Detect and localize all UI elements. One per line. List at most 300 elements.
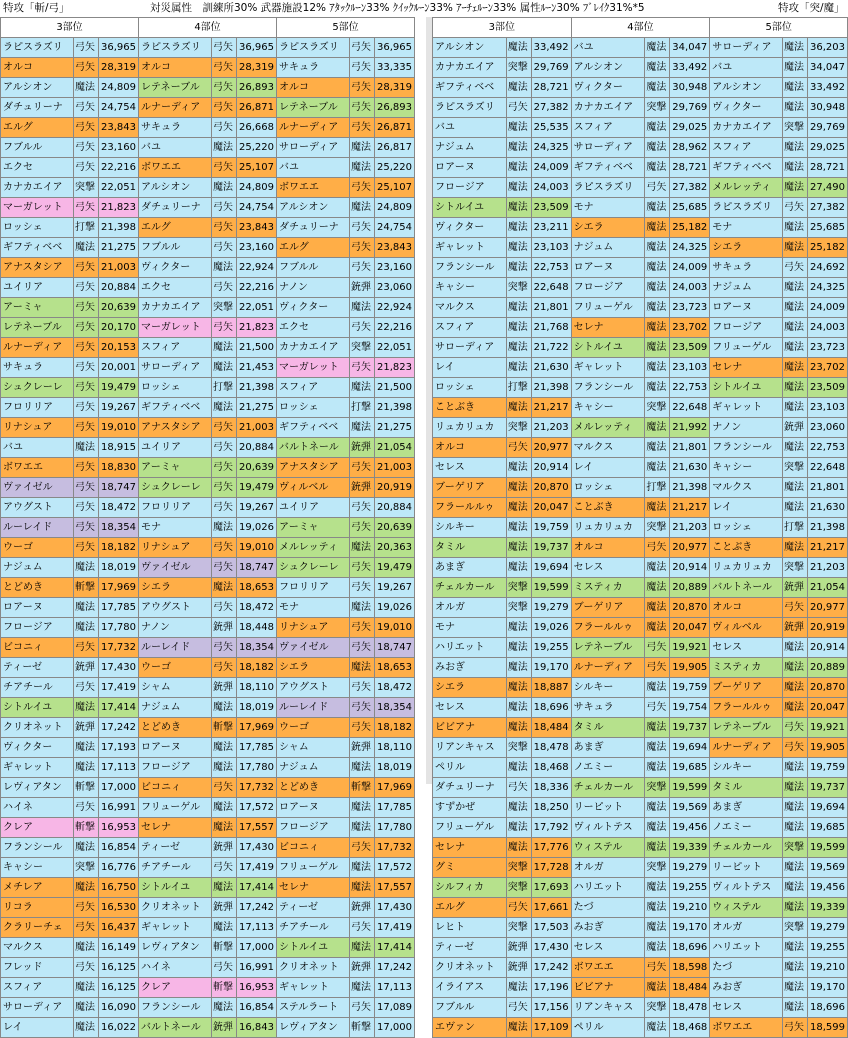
score-value: 17,113 [99,758,139,778]
weapon-type: 弓矢 [212,38,237,58]
weapon-type: 魔法 [783,538,808,558]
character-name: オルコ [571,538,645,558]
character-name: チアチール [1,678,74,698]
table-row [433,838,848,858]
weapon-type: 魔法 [645,618,670,638]
weapon-type: 魔法 [783,658,808,678]
score-value: 18,653 [375,658,415,678]
weapon-type: 魔法 [212,998,237,1018]
score-value: 21,054 [375,438,415,458]
score-value: 18,182 [237,658,277,678]
score-value: 19,759 [670,678,710,698]
character-name: スフィア [710,138,783,158]
score-value: 19,905 [807,738,847,758]
weapon-type: 弓矢 [74,918,99,938]
score-value: 19,599 [807,838,847,858]
table-row [433,758,848,778]
character-name: ヴィクター [710,98,783,118]
score-value: 22,753 [531,258,571,278]
score-value: 16,953 [237,978,277,998]
weapon-type: 弓矢 [212,318,237,338]
score-value: 24,003 [670,278,710,298]
score-value: 16,843 [237,1018,277,1038]
weapon-type: 弓矢 [350,218,375,238]
score-value: 18,696 [531,698,571,718]
table-row [433,398,848,418]
score-value: 17,419 [99,678,139,698]
weapon-type: 魔法 [350,378,375,398]
score-value: 17,732 [237,778,277,798]
score-value: 22,216 [375,318,415,338]
weapon-type: 魔法 [783,278,808,298]
weapon-type: 魔法 [350,938,375,958]
weapon-type: 魔法 [645,838,670,858]
character-name: ノエミー [710,818,783,838]
score-value: 17,113 [375,978,415,998]
character-name: リナシュア [139,538,212,558]
character-name: ウーゴ [139,658,212,678]
weapon-type: 魔法 [645,498,670,518]
score-value: 36,965 [99,38,139,58]
weapon-type: 魔法 [506,798,531,818]
weapon-type: 魔法 [783,698,808,718]
score-value: 19,267 [99,398,139,418]
table-row [433,818,848,838]
character-name: フリューゲル [710,338,783,358]
score-value: 19,279 [807,918,847,938]
weapon-type: 魔法 [350,818,375,838]
score-value: 17,776 [531,838,571,858]
score-value: 20,977 [670,538,710,558]
column-header: 4部位 [571,18,710,38]
character-name: ペリル [433,758,507,778]
table-row [1,38,415,58]
weapon-type: 魔法 [506,258,531,278]
score-value: 17,156 [531,998,571,1018]
score-value: 17,792 [531,818,571,838]
weapon-type: 魔法 [212,798,237,818]
score-value: 22,648 [531,278,571,298]
weapon-type: 魔法 [212,338,237,358]
weapon-type: 魔法 [74,558,99,578]
score-value: 21,801 [670,438,710,458]
weapon-type: 弓矢 [783,738,808,758]
score-value: 21,275 [237,398,277,418]
character-name: ダチュリーナ [139,198,212,218]
table-header-row [433,18,848,38]
character-name: フレッド [1,958,74,978]
character-name: ギャレット [277,978,350,998]
score-value: 22,648 [670,398,710,418]
score-value: 17,557 [375,878,415,898]
score-value: 27,382 [531,98,571,118]
weapon-type: 魔法 [783,138,808,158]
character-name: シルフィカ [433,878,507,898]
score-value: 16,991 [99,798,139,818]
score-value: 19,210 [807,958,847,978]
score-value: 16,437 [99,918,139,938]
weapon-type: 魔法 [645,798,670,818]
score-value: 23,060 [807,418,847,438]
score-value: 17,661 [531,898,571,918]
weapon-type: 弓矢 [350,918,375,938]
weapon-type: 魔法 [350,418,375,438]
score-value: 21,217 [807,538,847,558]
score-value: 16,953 [99,818,139,838]
character-name: ラピスラズリ [139,38,212,58]
weapon-type: 魔法 [645,138,670,158]
score-value: 18,484 [670,978,710,998]
score-value: 23,843 [375,238,415,258]
weapon-type: 魔法 [506,338,531,358]
weapon-type: 弓矢 [212,498,237,518]
score-value: 18,696 [807,998,847,1018]
score-value: 16,125 [99,958,139,978]
score-value: 20,919 [375,478,415,498]
table-row [1,498,415,518]
table-row [1,298,415,318]
character-name: みおぎ [571,918,645,938]
weapon-type: 弓矢 [350,558,375,578]
table-row [1,1018,415,1038]
character-name: セレス [710,998,783,1018]
weapon-type: 魔法 [74,758,99,778]
character-name: ミスティカ [571,578,645,598]
character-name: シュクレーレ [1,378,74,398]
character-name: オルコ [139,58,212,78]
weapon-type: 魔法 [645,438,670,458]
weapon-type: 魔法 [350,298,375,318]
score-value: 17,430 [375,898,415,918]
weapon-type: 魔法 [645,918,670,938]
table-row [433,338,848,358]
weapon-type: 突撃 [506,858,531,878]
column-header: 3部位 [1,18,139,38]
character-name: タミル [433,538,507,558]
weapon-type: 弓矢 [506,778,531,798]
character-name: フブルル [277,258,350,278]
character-name: フロリリア [139,498,212,518]
score-value: 21,630 [531,358,571,378]
score-value: 23,723 [807,338,847,358]
character-name: エルグ [433,898,507,918]
score-value: 22,924 [237,258,277,278]
table-row [433,78,848,98]
weapon-type: 魔法 [506,558,531,578]
table-row [433,178,848,198]
weapon-type: 斬撃 [350,1018,375,1038]
character-name: フリューゲル [433,818,507,838]
score-value: 36,203 [807,38,847,58]
weapon-type: 斬撃 [212,718,237,738]
table-row [433,498,848,518]
score-value: 17,414 [375,938,415,958]
weapon-type: 魔法 [74,978,99,998]
score-value: 19,759 [531,518,571,538]
character-name: ギフティベベ [710,158,783,178]
character-name: クリオネット [139,898,212,918]
weapon-type: 魔法 [645,758,670,778]
weapon-type: 弓矢 [350,998,375,1018]
weapon-type: 弓矢 [212,958,237,978]
weapon-type: 魔法 [506,678,531,698]
character-name: レテネーブル [571,638,645,658]
weapon-type: 魔法 [350,658,375,678]
character-name: ナジュム [1,558,74,578]
weapon-type: 弓矢 [350,678,375,698]
character-name: ボワエエ [1,458,74,478]
score-value: 28,319 [99,58,139,78]
score-value: 18,468 [670,1018,710,1038]
weapon-type: 突撃 [506,58,531,78]
weapon-type: 魔法 [212,738,237,758]
score-value: 19,694 [531,558,571,578]
character-name: ことぶき [433,398,507,418]
weapon-type: 突撃 [645,398,670,418]
column-header: 5部位 [277,18,415,38]
weapon-type: 魔法 [506,718,531,738]
weapon-type: 弓矢 [212,418,237,438]
score-value: 24,754 [99,98,139,118]
weapon-type: 魔法 [74,598,99,618]
character-name: ダチュリーナ [433,778,507,798]
character-name: モナ [571,198,645,218]
weapon-type: 弓矢 [212,238,237,258]
character-name: アナスタシア [1,258,74,278]
score-value: 18,747 [99,478,139,498]
character-name: ボワエエ [277,178,350,198]
weapon-type: 突撃 [783,838,808,858]
weapon-type: 弓矢 [645,958,670,978]
score-value: 18,019 [237,698,277,718]
character-name: エルグ [139,218,212,238]
character-name: リナシュア [1,418,74,438]
table-row [1,618,415,638]
character-name: ギャレット [139,918,212,938]
character-name: ペリル [571,1018,645,1038]
score-value: 18,250 [531,798,571,818]
weapon-type: 打撃 [350,398,375,418]
weapon-type: 弓矢 [74,458,99,478]
weapon-type: 弓矢 [74,258,99,278]
weapon-type: 弓矢 [645,658,670,678]
table-row [433,98,848,118]
score-value: 20,363 [375,538,415,558]
score-value: 29,025 [670,118,710,138]
score-value: 18,478 [670,998,710,1018]
table-row [1,658,415,678]
character-name: ハイネ [1,798,74,818]
score-value: 27,382 [670,178,710,198]
score-value: 24,009 [531,158,571,178]
character-name: セレナ [571,318,645,338]
weapon-type: 弓矢 [74,638,99,658]
weapon-type: 弓矢 [350,318,375,338]
weapon-type: 銃弾 [350,278,375,298]
weapon-type: 弓矢 [74,418,99,438]
character-name: ヴィクター [433,218,507,238]
weapon-type: 弓矢 [212,98,237,118]
score-value: 33,492 [807,78,847,98]
table-row [433,618,848,638]
table-row [433,998,848,1018]
character-name: モナ [139,518,212,538]
character-name: サローディア [277,138,350,158]
table-row [433,938,848,958]
character-name: シトルイユ [433,198,507,218]
score-value: 19,456 [807,878,847,898]
score-value: 19,339 [670,838,710,858]
score-value: 19,267 [237,498,277,518]
score-value: 20,977 [807,598,847,618]
weapon-type: 魔法 [645,418,670,438]
weapon-type: 弓矢 [212,158,237,178]
character-name: バユ [710,58,783,78]
weapon-type: 魔法 [645,258,670,278]
weapon-type: 弓矢 [212,858,237,878]
character-name: クリオネット [277,958,350,978]
character-name: オルガ [710,918,783,938]
score-value: 20,889 [670,578,710,598]
character-name: ギフティベベ [277,418,350,438]
score-value: 28,721 [807,158,847,178]
character-name: ラピスラズリ [1,38,74,58]
weapon-type: 弓矢 [350,98,375,118]
score-value: 20,047 [807,698,847,718]
character-name: セレス [571,558,645,578]
score-value: 17,732 [375,838,415,858]
score-value: 30,948 [807,98,847,118]
character-name: フリューゲル [277,858,350,878]
weapon-type: 魔法 [783,378,808,398]
character-name: シエラ [139,578,212,598]
weapon-type: 魔法 [783,638,808,658]
weapon-type: 魔法 [74,838,99,858]
character-name: マーガレット [1,198,74,218]
weapon-type: 魔法 [783,438,808,458]
weapon-type: 魔法 [645,358,670,378]
score-value: 19,255 [531,638,571,658]
score-value: 22,753 [807,438,847,458]
character-name: ラピスラズリ [277,38,350,58]
weapon-type: 突撃 [506,418,531,438]
weapon-type: 魔法 [350,798,375,818]
weapon-type: 魔法 [645,78,670,98]
character-name: フロリリア [1,398,74,418]
weapon-type: 魔法 [350,978,375,998]
weapon-type: 弓矢 [74,358,99,378]
weapon-type: 弓矢 [212,658,237,678]
character-name: オルコ [433,438,507,458]
weapon-type: 魔法 [645,878,670,898]
score-value: 17,728 [531,858,571,878]
character-name: フランシール [571,378,645,398]
table-row [1,878,415,898]
score-value: 19,255 [807,938,847,958]
character-name: レイ [433,358,507,378]
character-name: ヴィルトテス [571,818,645,838]
character-name: ギャレット [1,758,74,778]
weapon-type: 斬撃 [74,778,99,798]
score-value: 28,721 [670,158,710,178]
table-row [433,458,848,478]
score-value: 21,398 [375,398,415,418]
score-value: 36,965 [237,38,277,58]
weapon-type: 突撃 [783,918,808,938]
score-value: 20,889 [807,658,847,678]
weapon-type: 弓矢 [783,718,808,738]
character-name: サローディア [710,38,783,58]
character-name: キャシー [710,458,783,478]
character-name: クリオネット [433,958,507,978]
score-value: 21,398 [670,478,710,498]
character-name: バルトネール [277,438,350,458]
score-value: 17,785 [237,738,277,758]
table-row [433,238,848,258]
character-name: ボワエエ [571,958,645,978]
score-value: 21,801 [531,298,571,318]
score-value: 21,217 [531,398,571,418]
score-value: 17,503 [531,918,571,938]
weapon-type: 魔法 [74,438,99,458]
weapon-type: 魔法 [783,898,808,918]
score-value: 23,160 [99,138,139,158]
score-value: 21,275 [375,418,415,438]
weapon-type: 魔法 [783,398,808,418]
score-value: 24,692 [807,258,847,278]
score-value: 25,535 [531,118,571,138]
score-value: 19,010 [99,418,139,438]
weapon-type: 魔法 [783,858,808,878]
weapon-type: 銃弾 [783,618,808,638]
score-value: 24,809 [237,178,277,198]
score-value: 19,479 [237,478,277,498]
weapon-type: 魔法 [783,358,808,378]
score-value: 17,193 [99,738,139,758]
weapon-type: 魔法 [645,578,670,598]
score-value: 19,921 [807,718,847,738]
character-name: フランシール [139,998,212,1018]
weapon-type: 突撃 [645,998,670,1018]
score-value: 21,398 [99,218,139,238]
character-name: ヴィクター [1,738,74,758]
character-name: ハリエット [571,878,645,898]
score-value: 23,702 [670,318,710,338]
table-row [1,318,415,338]
score-value: 18,110 [375,738,415,758]
score-value: 18,472 [99,498,139,518]
conditions-text: 対災属性 訓練所30% 武器施設12% ｱﾀｯｸﾙｰﾝ33% ｸｲｯｸﾙｰﾝ33% ｱｰﾁｪﾙｰﾝ33% 属性ﾙｰﾝ30% ﾌﾞﾚｲｸ31%*5 [150,2,645,14]
character-name: エルグ [277,238,350,258]
weapon-type: 魔法 [645,738,670,758]
character-name: サローディア [139,358,212,378]
score-value: 20,001 [99,358,139,378]
character-name: サキュラ [710,258,783,278]
weapon-type: 魔法 [506,978,531,998]
score-value: 24,754 [375,218,415,238]
table-row [433,918,848,938]
score-value: 23,160 [375,258,415,278]
score-value: 19,759 [807,758,847,778]
score-value: 20,870 [807,678,847,698]
score-value: 34,047 [670,38,710,58]
table-row [433,118,848,138]
table-header-row [1,18,415,38]
weapon-type: 魔法 [506,398,531,418]
score-value: 23,103 [531,238,571,258]
character-name: アルシオン [433,38,507,58]
character-name: ウィステル [710,898,783,918]
